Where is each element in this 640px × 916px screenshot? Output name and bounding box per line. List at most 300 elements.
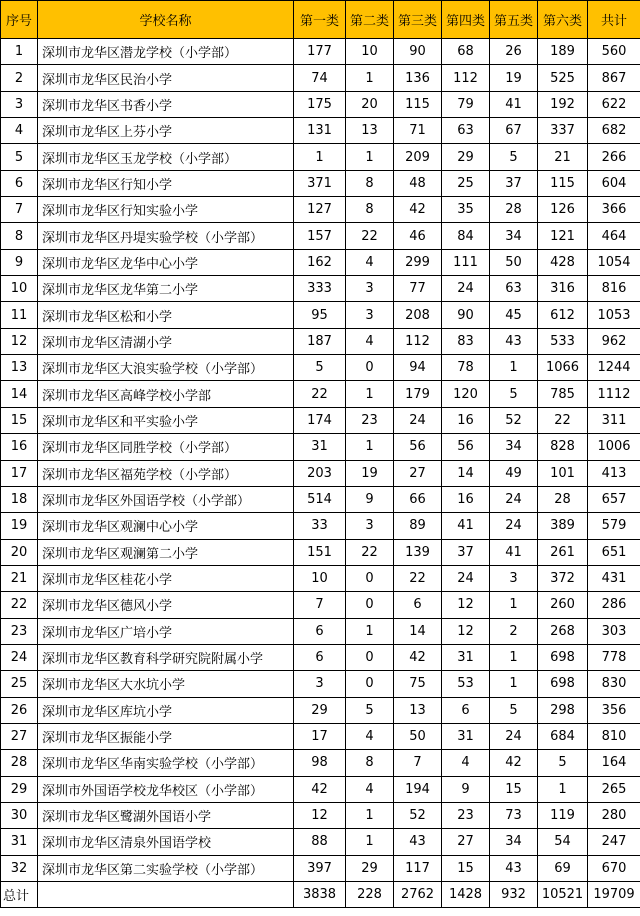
cell-category-4: 12 bbox=[442, 618, 490, 644]
cell-category-2: 1 bbox=[346, 381, 394, 407]
cell-total: 413 bbox=[588, 460, 640, 486]
cell-category-4: 111 bbox=[442, 249, 490, 275]
cell-school-name: 深圳市龙华区桂花小学 bbox=[38, 565, 294, 591]
cell-category-6: 337 bbox=[538, 118, 588, 144]
cell-category-3: 46 bbox=[394, 223, 442, 249]
cell-category-1: 31 bbox=[294, 434, 346, 460]
cell-total: 311 bbox=[588, 407, 640, 433]
cell-category-6: 298 bbox=[538, 697, 588, 723]
table-row bbox=[1, 118, 640, 144]
cell-category-3: 56 bbox=[394, 434, 442, 460]
cell-category-4: 37 bbox=[442, 539, 490, 565]
cell-category-5: 49 bbox=[490, 460, 538, 486]
cell-category-3: 6 bbox=[394, 592, 442, 618]
cell-category-1: 131 bbox=[294, 118, 346, 144]
cell-category-1: 22 bbox=[294, 381, 346, 407]
cell-total: 579 bbox=[588, 513, 640, 539]
table-row bbox=[1, 565, 640, 591]
table-row bbox=[1, 855, 640, 881]
cell-index: 16 bbox=[1, 434, 38, 460]
cell-school-name: 深圳市龙华区教育科学研究院附属小学 bbox=[38, 644, 294, 670]
cell-category-4: 68 bbox=[442, 39, 490, 65]
cell-category-5: 42 bbox=[490, 750, 538, 776]
total-cell-category-4: 1428 bbox=[442, 882, 490, 908]
cell-total: 651 bbox=[588, 539, 640, 565]
cell-category-4: 53 bbox=[442, 671, 490, 697]
table-row bbox=[1, 697, 640, 723]
cell-category-5: 34 bbox=[490, 223, 538, 249]
cell-category-5: 5 bbox=[490, 144, 538, 170]
cell-index: 20 bbox=[1, 539, 38, 565]
column-header-category-5: 第五类 bbox=[490, 1, 538, 39]
cell-total: 366 bbox=[588, 197, 640, 223]
cell-school-name: 深圳市龙华区和平实验小学 bbox=[38, 407, 294, 433]
total-cell-index: 总计 bbox=[1, 882, 38, 908]
cell-category-2: 0 bbox=[346, 592, 394, 618]
cell-school-name: 深圳市龙华区华南实验学校（小学部） bbox=[38, 750, 294, 776]
cell-total: 266 bbox=[588, 144, 640, 170]
cell-category-6: 119 bbox=[538, 802, 588, 828]
cell-category-6: 1 bbox=[538, 776, 588, 802]
cell-index: 24 bbox=[1, 644, 38, 670]
cell-category-2: 4 bbox=[346, 328, 394, 354]
cell-category-5: 24 bbox=[490, 486, 538, 512]
cell-category-4: 29 bbox=[442, 144, 490, 170]
cell-category-6: 828 bbox=[538, 434, 588, 460]
cell-index: 6 bbox=[1, 170, 38, 196]
cell-school-name: 深圳市龙华区同胜学校（小学部） bbox=[38, 434, 294, 460]
column-header-category-4: 第四类 bbox=[442, 1, 490, 39]
cell-total: 560 bbox=[588, 39, 640, 65]
cell-category-6: 785 bbox=[538, 381, 588, 407]
cell-category-5: 34 bbox=[490, 829, 538, 855]
cell-category-3: 117 bbox=[394, 855, 442, 881]
cell-total: 265 bbox=[588, 776, 640, 802]
cell-school-name: 深圳市龙华区上芬小学 bbox=[38, 118, 294, 144]
column-header-category-2: 第二类 bbox=[346, 1, 394, 39]
cell-category-5: 28 bbox=[490, 197, 538, 223]
cell-category-2: 5 bbox=[346, 697, 394, 723]
cell-category-3: 71 bbox=[394, 118, 442, 144]
cell-category-4: 31 bbox=[442, 644, 490, 670]
cell-category-1: 162 bbox=[294, 249, 346, 275]
table-row bbox=[1, 644, 640, 670]
column-header-total: 共计 bbox=[588, 1, 640, 39]
cell-total: 280 bbox=[588, 802, 640, 828]
cell-total: 867 bbox=[588, 65, 640, 91]
cell-category-4: 25 bbox=[442, 170, 490, 196]
cell-index: 14 bbox=[1, 381, 38, 407]
cell-category-1: 127 bbox=[294, 197, 346, 223]
cell-index: 11 bbox=[1, 302, 38, 328]
cell-category-3: 13 bbox=[394, 697, 442, 723]
cell-category-2: 1 bbox=[346, 144, 394, 170]
cell-category-5: 45 bbox=[490, 302, 538, 328]
cell-index: 26 bbox=[1, 697, 38, 723]
cell-index: 30 bbox=[1, 802, 38, 828]
cell-category-6: 54 bbox=[538, 829, 588, 855]
cell-total: 1244 bbox=[588, 355, 640, 381]
cell-category-2: 10 bbox=[346, 39, 394, 65]
table-row bbox=[1, 65, 640, 91]
cell-category-6: 260 bbox=[538, 592, 588, 618]
cell-category-6: 533 bbox=[538, 328, 588, 354]
cell-category-3: 42 bbox=[394, 197, 442, 223]
cell-category-3: 90 bbox=[394, 39, 442, 65]
table-header bbox=[1, 1, 640, 39]
cell-category-2: 4 bbox=[346, 723, 394, 749]
cell-category-2: 3 bbox=[346, 276, 394, 302]
cell-category-4: 4 bbox=[442, 750, 490, 776]
cell-category-3: 115 bbox=[394, 91, 442, 117]
cell-category-5: 15 bbox=[490, 776, 538, 802]
cell-category-5: 24 bbox=[490, 513, 538, 539]
cell-category-3: 14 bbox=[394, 618, 442, 644]
cell-category-6: 126 bbox=[538, 197, 588, 223]
total-cell-total: 19709 bbox=[588, 882, 640, 908]
cell-category-1: 3 bbox=[294, 671, 346, 697]
cell-category-1: 177 bbox=[294, 39, 346, 65]
table-row bbox=[1, 39, 640, 65]
cell-school-name: 深圳市龙华区潜龙学校（小学部） bbox=[38, 39, 294, 65]
cell-category-1: 98 bbox=[294, 750, 346, 776]
total-cell-school-name bbox=[38, 882, 294, 908]
cell-category-4: 15 bbox=[442, 855, 490, 881]
cell-category-2: 1 bbox=[346, 65, 394, 91]
table-row bbox=[1, 460, 640, 486]
table-row bbox=[1, 486, 640, 512]
cell-category-2: 19 bbox=[346, 460, 394, 486]
cell-category-6: 428 bbox=[538, 249, 588, 275]
cell-category-6: 698 bbox=[538, 644, 588, 670]
cell-category-4: 84 bbox=[442, 223, 490, 249]
cell-index: 10 bbox=[1, 276, 38, 302]
cell-total: 303 bbox=[588, 618, 640, 644]
cell-category-4: 12 bbox=[442, 592, 490, 618]
cell-category-3: 48 bbox=[394, 170, 442, 196]
cell-category-1: 371 bbox=[294, 170, 346, 196]
cell-school-name: 深圳市龙华区行知实验小学 bbox=[38, 197, 294, 223]
cell-category-3: 43 bbox=[394, 829, 442, 855]
cell-category-5: 73 bbox=[490, 802, 538, 828]
cell-category-4: 14 bbox=[442, 460, 490, 486]
cell-category-5: 26 bbox=[490, 39, 538, 65]
cell-category-4: 27 bbox=[442, 829, 490, 855]
table-row bbox=[1, 407, 640, 433]
cell-school-name: 深圳市龙华区玉龙学校（小学部） bbox=[38, 144, 294, 170]
cell-school-name: 深圳市龙华区鹭湖外国语小学 bbox=[38, 802, 294, 828]
cell-category-5: 5 bbox=[490, 381, 538, 407]
cell-index: 17 bbox=[1, 460, 38, 486]
cell-category-2: 0 bbox=[346, 355, 394, 381]
cell-category-5: 50 bbox=[490, 249, 538, 275]
cell-category-3: 27 bbox=[394, 460, 442, 486]
cell-school-name: 深圳市龙华区丹堤实验学校（小学部） bbox=[38, 223, 294, 249]
cell-category-4: 79 bbox=[442, 91, 490, 117]
cell-index: 5 bbox=[1, 144, 38, 170]
cell-total: 1006 bbox=[588, 434, 640, 460]
table-row bbox=[1, 249, 640, 275]
cell-index: 22 bbox=[1, 592, 38, 618]
cell-category-6: 189 bbox=[538, 39, 588, 65]
cell-category-2: 1 bbox=[346, 434, 394, 460]
cell-total: 810 bbox=[588, 723, 640, 749]
table-row bbox=[1, 671, 640, 697]
cell-category-5: 1 bbox=[490, 644, 538, 670]
cell-category-1: 7 bbox=[294, 592, 346, 618]
cell-category-5: 43 bbox=[490, 328, 538, 354]
table-row bbox=[1, 91, 640, 117]
cell-category-4: 24 bbox=[442, 565, 490, 591]
cell-category-3: 208 bbox=[394, 302, 442, 328]
total-cell-category-5: 932 bbox=[490, 882, 538, 908]
table-row bbox=[1, 592, 640, 618]
cell-index: 2 bbox=[1, 65, 38, 91]
total-cell-category-3: 2762 bbox=[394, 882, 442, 908]
cell-total: 962 bbox=[588, 328, 640, 354]
cell-category-1: 397 bbox=[294, 855, 346, 881]
table-row bbox=[1, 750, 640, 776]
cell-category-3: 42 bbox=[394, 644, 442, 670]
cell-category-1: 5 bbox=[294, 355, 346, 381]
cell-category-3: 22 bbox=[394, 565, 442, 591]
cell-index: 4 bbox=[1, 118, 38, 144]
cell-category-3: 66 bbox=[394, 486, 442, 512]
table-row bbox=[1, 434, 640, 460]
cell-total: 356 bbox=[588, 697, 640, 723]
cell-category-2: 13 bbox=[346, 118, 394, 144]
column-header-index: 序号 bbox=[1, 1, 38, 39]
cell-school-name: 深圳市龙华区清泉外国语学校 bbox=[38, 829, 294, 855]
cell-school-name: 深圳市龙华区行知小学 bbox=[38, 170, 294, 196]
total-cell-category-1: 3838 bbox=[294, 882, 346, 908]
cell-category-1: 151 bbox=[294, 539, 346, 565]
cell-category-6: 261 bbox=[538, 539, 588, 565]
cell-index: 29 bbox=[1, 776, 38, 802]
table-row bbox=[1, 355, 640, 381]
cell-category-6: 21 bbox=[538, 144, 588, 170]
cell-category-1: 74 bbox=[294, 65, 346, 91]
cell-index: 27 bbox=[1, 723, 38, 749]
cell-school-name: 深圳市龙华区第二实验学校（小学部） bbox=[38, 855, 294, 881]
cell-category-3: 77 bbox=[394, 276, 442, 302]
cell-category-1: 95 bbox=[294, 302, 346, 328]
cell-school-name: 深圳市龙华区龙华中心小学 bbox=[38, 249, 294, 275]
cell-category-6: 268 bbox=[538, 618, 588, 644]
cell-category-5: 1 bbox=[490, 355, 538, 381]
table-footer bbox=[1, 882, 640, 908]
cell-school-name: 深圳市龙华区外国语学校（小学部） bbox=[38, 486, 294, 512]
cell-index: 1 bbox=[1, 39, 38, 65]
cell-category-5: 43 bbox=[490, 855, 538, 881]
cell-category-6: 389 bbox=[538, 513, 588, 539]
cell-category-6: 525 bbox=[538, 65, 588, 91]
cell-category-3: 139 bbox=[394, 539, 442, 565]
cell-school-name: 深圳市龙华区库坑小学 bbox=[38, 697, 294, 723]
cell-index: 31 bbox=[1, 829, 38, 855]
cell-category-4: 9 bbox=[442, 776, 490, 802]
cell-category-5: 1 bbox=[490, 592, 538, 618]
cell-category-4: 16 bbox=[442, 486, 490, 512]
cell-category-1: 33 bbox=[294, 513, 346, 539]
cell-total: 830 bbox=[588, 671, 640, 697]
cell-category-1: 6 bbox=[294, 644, 346, 670]
cell-category-1: 17 bbox=[294, 723, 346, 749]
cell-category-4: 23 bbox=[442, 802, 490, 828]
cell-category-4: 35 bbox=[442, 197, 490, 223]
cell-category-3: 94 bbox=[394, 355, 442, 381]
cell-category-3: 179 bbox=[394, 381, 442, 407]
cell-category-2: 1 bbox=[346, 802, 394, 828]
cell-category-2: 23 bbox=[346, 407, 394, 433]
cell-category-2: 1 bbox=[346, 618, 394, 644]
cell-category-1: 174 bbox=[294, 407, 346, 433]
cell-index: 23 bbox=[1, 618, 38, 644]
cell-school-name: 深圳市龙华区松和小学 bbox=[38, 302, 294, 328]
cell-category-2: 3 bbox=[346, 302, 394, 328]
cell-category-6: 1066 bbox=[538, 355, 588, 381]
cell-category-1: 333 bbox=[294, 276, 346, 302]
cell-category-3: 194 bbox=[394, 776, 442, 802]
table-row bbox=[1, 328, 640, 354]
table-row bbox=[1, 223, 640, 249]
cell-school-name: 深圳市龙华区大浪实验学校（小学部） bbox=[38, 355, 294, 381]
cell-index: 7 bbox=[1, 197, 38, 223]
cell-total: 1054 bbox=[588, 249, 640, 275]
cell-category-2: 20 bbox=[346, 91, 394, 117]
cell-category-4: 83 bbox=[442, 328, 490, 354]
cell-category-2: 4 bbox=[346, 776, 394, 802]
cell-category-1: 42 bbox=[294, 776, 346, 802]
cell-category-5: 63 bbox=[490, 276, 538, 302]
cell-category-4: 78 bbox=[442, 355, 490, 381]
table-row bbox=[1, 776, 640, 802]
cell-category-5: 1 bbox=[490, 671, 538, 697]
cell-school-name: 深圳市龙华区振能小学 bbox=[38, 723, 294, 749]
cell-category-3: 52 bbox=[394, 802, 442, 828]
cell-school-name: 深圳市龙华区观澜第二小学 bbox=[38, 539, 294, 565]
cell-category-1: 10 bbox=[294, 565, 346, 591]
cell-total: 670 bbox=[588, 855, 640, 881]
cell-category-4: 24 bbox=[442, 276, 490, 302]
cell-category-6: 5 bbox=[538, 750, 588, 776]
table-body bbox=[1, 39, 640, 882]
cell-category-5: 52 bbox=[490, 407, 538, 433]
table-row bbox=[1, 276, 640, 302]
cell-total: 657 bbox=[588, 486, 640, 512]
cell-category-6: 316 bbox=[538, 276, 588, 302]
cell-category-3: 89 bbox=[394, 513, 442, 539]
cell-category-5: 41 bbox=[490, 91, 538, 117]
cell-category-2: 22 bbox=[346, 539, 394, 565]
cell-category-2: 4 bbox=[346, 249, 394, 275]
cell-category-1: 12 bbox=[294, 802, 346, 828]
cell-category-6: 684 bbox=[538, 723, 588, 749]
cell-category-5: 3 bbox=[490, 565, 538, 591]
table-row bbox=[1, 302, 640, 328]
cell-total: 682 bbox=[588, 118, 640, 144]
cell-index: 25 bbox=[1, 671, 38, 697]
cell-category-5: 34 bbox=[490, 434, 538, 460]
cell-category-4: 112 bbox=[442, 65, 490, 91]
cell-total: 431 bbox=[588, 565, 640, 591]
cell-total: 622 bbox=[588, 91, 640, 117]
cell-index: 19 bbox=[1, 513, 38, 539]
cell-category-4: 41 bbox=[442, 513, 490, 539]
cell-category-3: 136 bbox=[394, 65, 442, 91]
column-header-category-1: 第一类 bbox=[294, 1, 346, 39]
cell-category-3: 75 bbox=[394, 671, 442, 697]
cell-category-4: 16 bbox=[442, 407, 490, 433]
cell-category-3: 7 bbox=[394, 750, 442, 776]
cell-index: 18 bbox=[1, 486, 38, 512]
cell-category-2: 8 bbox=[346, 750, 394, 776]
cell-category-2: 0 bbox=[346, 644, 394, 670]
cell-category-1: 157 bbox=[294, 223, 346, 249]
cell-category-6: 69 bbox=[538, 855, 588, 881]
cell-category-6: 121 bbox=[538, 223, 588, 249]
cell-category-6: 698 bbox=[538, 671, 588, 697]
cell-category-1: 6 bbox=[294, 618, 346, 644]
column-header-school-name: 学校名称 bbox=[38, 1, 294, 39]
cell-category-6: 372 bbox=[538, 565, 588, 591]
cell-category-4: 56 bbox=[442, 434, 490, 460]
cell-category-5: 37 bbox=[490, 170, 538, 196]
cell-category-6: 28 bbox=[538, 486, 588, 512]
cell-category-6: 192 bbox=[538, 91, 588, 117]
cell-index: 12 bbox=[1, 328, 38, 354]
cell-category-2: 1 bbox=[346, 829, 394, 855]
cell-category-5: 67 bbox=[490, 118, 538, 144]
table-row bbox=[1, 539, 640, 565]
cell-category-4: 63 bbox=[442, 118, 490, 144]
cell-category-5: 41 bbox=[490, 539, 538, 565]
cell-category-2: 9 bbox=[346, 486, 394, 512]
cell-category-6: 22 bbox=[538, 407, 588, 433]
cell-category-1: 1 bbox=[294, 144, 346, 170]
cell-index: 21 bbox=[1, 565, 38, 591]
cell-category-3: 50 bbox=[394, 723, 442, 749]
cell-total: 816 bbox=[588, 276, 640, 302]
cell-category-2: 8 bbox=[346, 170, 394, 196]
table-row bbox=[1, 170, 640, 196]
table-row bbox=[1, 802, 640, 828]
cell-total: 286 bbox=[588, 592, 640, 618]
cell-category-5: 24 bbox=[490, 723, 538, 749]
cell-index: 13 bbox=[1, 355, 38, 381]
column-header-category-3: 第三类 bbox=[394, 1, 442, 39]
cell-category-6: 612 bbox=[538, 302, 588, 328]
cell-school-name: 深圳市龙华区观澜中心小学 bbox=[38, 513, 294, 539]
cell-total: 778 bbox=[588, 644, 640, 670]
cell-category-2: 3 bbox=[346, 513, 394, 539]
cell-category-5: 5 bbox=[490, 697, 538, 723]
cell-school-name: 深圳市龙华区高峰学校小学部 bbox=[38, 381, 294, 407]
cell-category-3: 299 bbox=[394, 249, 442, 275]
cell-category-1: 514 bbox=[294, 486, 346, 512]
cell-school-name: 深圳市龙华区福苑学校（小学部） bbox=[38, 460, 294, 486]
totals-row bbox=[1, 882, 640, 908]
cell-category-1: 29 bbox=[294, 697, 346, 723]
table-row bbox=[1, 197, 640, 223]
cell-category-3: 112 bbox=[394, 328, 442, 354]
total-cell-category-6: 10521 bbox=[538, 882, 588, 908]
cell-index: 3 bbox=[1, 91, 38, 117]
cell-index: 32 bbox=[1, 855, 38, 881]
cell-school-name: 深圳市外国语学校龙华校区（小学部） bbox=[38, 776, 294, 802]
cell-index: 9 bbox=[1, 249, 38, 275]
table-row bbox=[1, 144, 640, 170]
